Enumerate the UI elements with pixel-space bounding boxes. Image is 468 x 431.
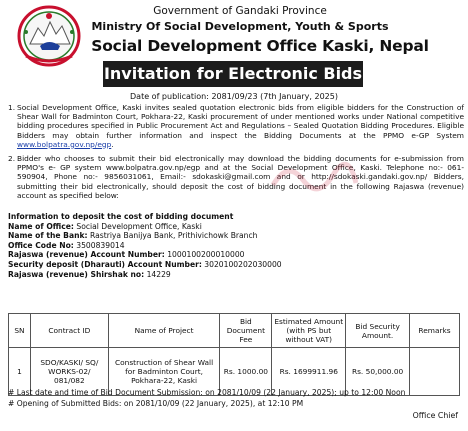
footnote-opening: # Opening of Submitted Bids: on 2081/10/09 (22 January, 2025), at 12:10 PM — [8, 399, 304, 408]
deposit-value: Rastriya Banijya Bank, Prithivichowk Branch — [87, 231, 258, 241]
paragraph-body: Social Development Office, Kaski invites sealed quotation electronic bids from eligible bidders for the Construction of Shear Wall for Badminton Court, Pokhara-22, Kaski procurement of under mentioned works under National competitive bidding procedures specified in Public Procurement Act and Regulations – Sealed Quotation Bidding Procedures. Eligible Bidders may obtain further information and inspect the Bidding Documents at the PPMO e-GP System — [17, 103, 464, 140]
cell-estimated-amount: Rs. 1699911.96 — [272, 348, 346, 396]
deposit-label: Rajaswa (revenue) Shirshak no: — [8, 269, 145, 279]
deposit-label: Name of the Bank: — [8, 231, 88, 241]
deposit-row — [8, 260, 464, 270]
paragraph-number: 1. — [8, 103, 16, 112]
col-header-estimated-amount: Estimated Amount (with PS but without VAT) — [272, 314, 346, 348]
col-header-doc-fee: Bid Document Fee — [220, 314, 272, 348]
paragraph-number: 2. — [8, 154, 16, 163]
bids-table — [8, 313, 460, 396]
table-header-row — [9, 314, 460, 348]
paragraph-text — [8, 103, 464, 149]
deposit-row — [8, 250, 464, 260]
cell-project: Construction of Shear Wall for Badminton Court, Pokhara-22, Kaski — [108, 348, 220, 396]
ministry-name: Ministry Of Social Development, Youth & Sports — [91, 20, 389, 33]
deposit-label: Security deposit (Dharauti) Account Number: — [8, 259, 202, 269]
paragraph-1 — [8, 103, 464, 149]
invitation-banner: Invitation for Electronic Bids — [103, 61, 363, 87]
cell-bid-security: Rs. 50,000.00 — [346, 348, 410, 396]
deposit-heading: Information to deposit the cost of bidding document — [8, 212, 234, 221]
cell-contract-id: SDO/KASKI/ SQ/ WORKS-02/ 081/082 — [30, 348, 108, 396]
deposit-label: Office Code No: — [8, 240, 74, 250]
deposit-row — [8, 222, 464, 232]
deposit-row — [8, 270, 464, 280]
deposit-value: 3020100202030000 — [201, 259, 282, 269]
deposit-info — [8, 212, 464, 279]
deposit-value: 3500839014 — [73, 240, 125, 250]
cell-doc-fee: Rs. 1000.00 — [220, 348, 272, 396]
cell-sn: 1 — [9, 348, 31, 396]
deposit-row — [8, 241, 464, 251]
government-name: Government of Gandaki Province — [153, 5, 327, 17]
deposit-label: Rajaswa (revenue) Account Number: — [8, 250, 165, 260]
deposit-value: Social Development Office, Kaski — [73, 221, 202, 231]
paragraph-body: Bidder who chooses to submit their bid electronically may download the bidding documents for e-submission from PPMO's e- GP system www.bolpatra.gov.np/egp and at the Social Development Office, Kaski. Telephone no:- 061-590904, Phone no:- 9856031061, Email:- sdokaski@gmail.com and or http://sdokaski.gandaki.gov.np/ Bidders, submitting their bid electronically, should deposit the cost of bidding document in the following Rajaswa (revenue) account as specified below: — [17, 154, 464, 200]
egp-link[interactable]: www.bolpatra.gov.np/egp — [17, 139, 112, 149]
paragraph-tail: . — [111, 139, 114, 149]
signature: Office Chief — [412, 411, 458, 420]
col-header-bid-security: Bid Security Amount. — [346, 314, 410, 348]
publication-date: Date of publication: 2081/09/23 (7th January, 2025) — [130, 92, 338, 101]
deposit-value: 14229 — [144, 269, 171, 279]
nepal-emblem-icon — [16, 4, 82, 68]
paragraph-2 — [8, 154, 464, 200]
col-header-project: Name of Project — [108, 314, 220, 348]
col-header-sn: SN — [9, 314, 31, 348]
deposit-row — [8, 231, 464, 241]
col-header-contract-id: Contract ID — [30, 314, 108, 348]
watermark-logo-icon — [268, 155, 358, 195]
footnote-submission: # Last date and time of Bid Document Submission: on 2081/10/09 (22 January, 2025); up to 12:00 Noon — [8, 388, 406, 397]
deposit-value: 1000100200010000 — [164, 250, 245, 260]
col-header-remarks: Remarks — [410, 314, 460, 348]
deposit-label: Name of Office: — [8, 221, 74, 231]
office-title: Social Development Office Kaski, Nepal — [91, 37, 429, 55]
